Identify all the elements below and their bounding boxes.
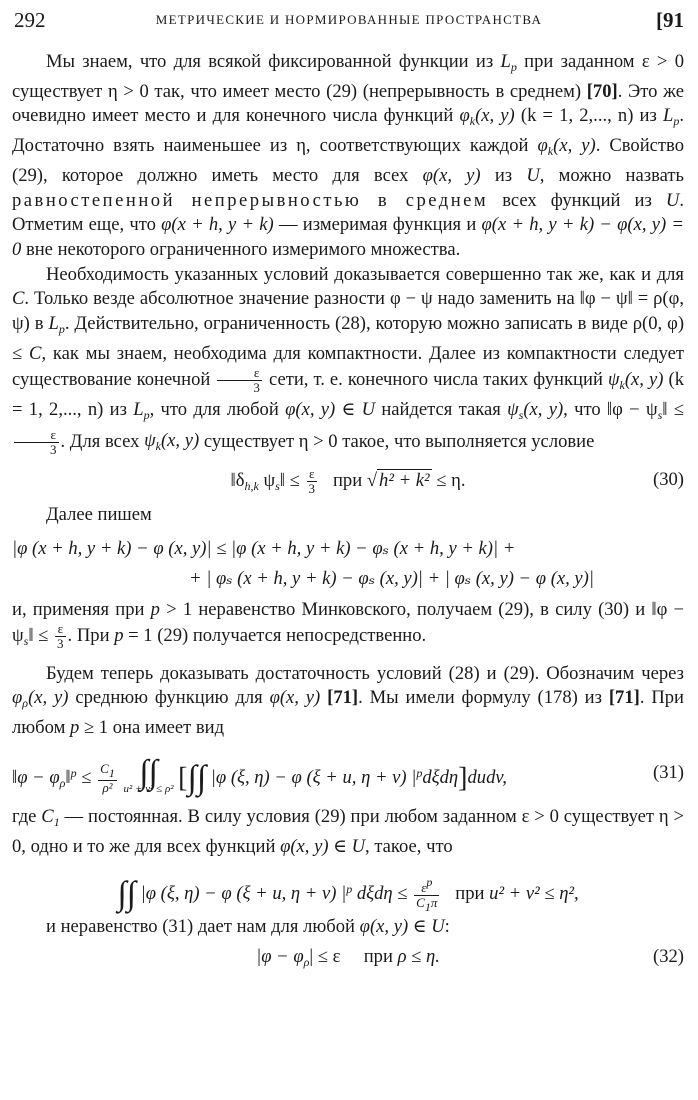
equation-label-30: (30) bbox=[653, 469, 684, 491]
equation-32: $|\varphi - \varphi_\rho| \le \varepsilon$ при ρ ≤ η. (32) bbox=[256, 945, 684, 969]
running-title: МЕТРИЧЕСКИЕ И НОРМИРОВАННЫЕ ПРОСТРАНСТВА bbox=[155, 12, 543, 27]
page-body bbox=[12, 50, 684, 975]
emphasis-equicontinuity: равностепенной непрерывностью в среднем bbox=[12, 189, 489, 211]
paragraph-3: Далее пишем bbox=[46, 503, 152, 525]
paragraph-7: и неравенство (31) дает нам для любой φ(x, y) ∈ U: bbox=[46, 916, 450, 938]
paragraph-4: и, применяя при p > 1 неравенство Минковского, получаем (29), в силу (30) и ‖φ − $\psi_s‖$ ≤ $\frac{\varepsilon}{3}$ . При p = 1 (29) получается непосредственно. bbox=[12, 598, 685, 652]
paragraph-1: Мы знаем, что для всякой фиксированной функции из $L_p$ при заданном ε > 0 существует η > 0 так, что имеет место (29) (непрерывность в среднем) [70]. Это же очевидно имеет место и для конечного числа функций $\varphi_k(x$, y) (k = 1, 2,..., n) из $L_p$. Достаточно взять наименьшее из η, соответствующих каждой $\varphi_k(x$, y). Свойство (29), которое должно иметь место для всех φ(x, y) из U, можно назвать равностепенной непрерывностью в среднем всех функций из U. Отметим еще, что φ(x + h, y + k) — измеримая функция и φ(x + h, y + k) − φ(x, y) = 0 вне некоторого ограниченного измеримого множества. bbox=[12, 51, 685, 260]
inequality-block bbox=[12, 534, 684, 594]
citation-71b: [71] bbox=[608, 687, 640, 709]
inequality-row-1: |φ (x + h, y + k) − φ (x, y)| ≤ |φ (x + h, y + k) − φₛ (x + h, y + k)| + bbox=[12, 537, 516, 559]
paragraph-5: Будем теперь доказывать достаточность условий (28) и (29). Обозначим через $\varphi_\rho(x$, y) среднюю функцию для φ(x, y) [71]. Мы имели формулу (178) из [71]. При любом p ≥ 1 она имеет вид bbox=[12, 662, 685, 739]
inequality-row-2: + | φₛ (x + h, y + k) − φₛ (x, y)| + | φₛ (x, y) − φ (x, y)| bbox=[189, 567, 594, 589]
page-number: 292 bbox=[14, 8, 46, 32]
integral-condition: ∫∫ |φ (ξ, η) − φ (ξ + u, η + v) $|^p$ dξdη ≤ $\frac{\varepsilon p}{C1\pi}$ при u² + v² ≤ η², bbox=[117, 875, 579, 915]
citation-71a: [71] bbox=[327, 687, 359, 709]
paragraph-2: Необходимость указанных условий доказывается совершенно так же, как и для C. Только везде абсолютное значение разности φ − ψ надо заменить на ‖φ − ψ‖ = ρ(φ, ψ) в $L_p$. Действительно, ограниченность (28), которую можно записать в виде ρ(0, φ) ≤ C, как мы знаем, необходима для компактности. Далее из компактности следует существование конечной $\frac{\varepsilon}{3}$ сети, т. е. конечного числа таких функций $\psi_k(x$, y) (k = 1, 2,..., n) из $L_p$, что для любой φ(x, y) ∈ U найдется такая $\psi_s(x$, y), что ‖φ − $\psi_s‖$ ≤ $\frac{\varepsilon}{3}$ . Для всех $\psi_k(x$, y) существует η > 0 такое, что выполняется условие bbox=[12, 263, 685, 457]
paragraph-6: где $C_1$ — постоянная. В силу условия (29) при любом заданном ε > 0 существует η > 0, одно и то же для всех функций φ(x, y) ∈ U, такое, что bbox=[12, 805, 684, 857]
equation-label-31: (31) bbox=[653, 761, 684, 783]
equation-label-32: (32) bbox=[653, 945, 684, 967]
citation-70: [70] bbox=[586, 80, 618, 102]
equation-30: $‖\delta_{h,k}$ $\psi_s‖$ ≤ $\frac{\varepsilon}{3}$ при √ h² + k² ≤ η. (30) bbox=[230, 466, 684, 497]
equation-31: ‖φ − $\varphi_\rho‖^p$ ≤ $\frac{C1}{\text{ρ²}}$ ∫∫ u² + v² ≤ ρ² [∫∫ |φ (ξ, η) − φ (ξ + u, η + v) $|^pd\xi d\eta]dudv$, (31) bbox=[12, 747, 684, 799]
page-header bbox=[14, 8, 684, 36]
section-number: [91 bbox=[656, 8, 684, 32]
fraction-eps-3: $\frac{\varepsilon}{3}$ bbox=[217, 366, 262, 395]
